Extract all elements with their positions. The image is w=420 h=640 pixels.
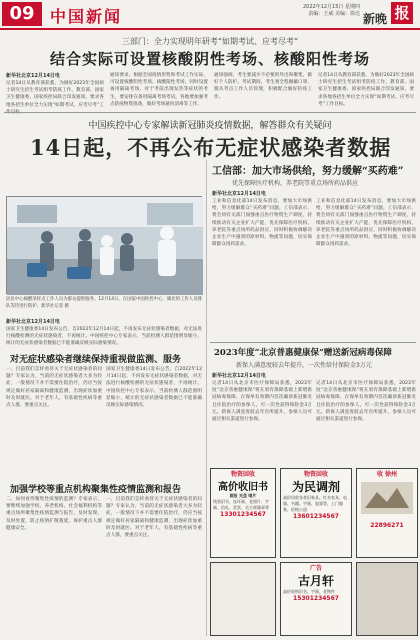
article4-byline: 新华社北京12月14日电	[212, 373, 266, 379]
article2-subhead1: 对无症状感染者继续保持重视做监测、服务	[10, 355, 182, 365]
ad-blank-left	[210, 562, 276, 636]
ad-title: 物资回收	[303, 471, 328, 478]
article2-sub1-col2: 国家卫生健康委14日发布公告，自2022年12月14日起，不再发布无症状感染者数据，对无法进行核酸检测的无症状感染者，不再统计。中国疾控中心专家表示，当前检测人群范围明显缩小，统计的无症状感染者数据已不能准确反映实际感染情况。	[106, 367, 202, 409]
article4-deck: 新保人满意度较去年提升，一次性给付保险金3万元	[236, 362, 372, 369]
ad-body: 高价回收各类旧家具、红木家具、电器、书籍、字画、瓷器等，上门服务，价格公道	[283, 495, 347, 512]
ad-book-recycling	[210, 468, 276, 558]
divider	[4, 112, 416, 113]
ad-image	[357, 478, 417, 518]
ad-phone: 13601234567	[293, 513, 339, 520]
section-title: 中国新闻	[50, 7, 123, 26]
ad-guyuexuan	[280, 562, 352, 636]
brand-logo	[363, 2, 417, 26]
article3-headline: 工信部：加大市场供给，努力缓解“买药难”	[212, 166, 404, 177]
article1-col4: 记者14日从教育部获悉，为做好2023年全国硕士研究生招生考试组考防疫工作，教育部、国家卫生健康委、国家疾控局联合印发通知，要求各地各招生单位全力实现“如期考试、应考尽考”工作目标。	[318, 73, 414, 107]
column-divider	[206, 160, 207, 636]
article3-col1: 工业和信息化部14日发布消息，要加大市场供给，努力缓解群众“买药难”问题。工信部表示，将会同有关部门加强重点医疗物资生产调度，持续推动有关企业扩大产能，优先保障医疗机构、养老院等重点场所药品供应，同时积极协调解决企业生产中遇到的原材料、物流等问题，切实保障群众用药需求。	[212, 199, 312, 248]
ad-furniture-recycling	[280, 468, 352, 558]
photo-illustration	[7, 197, 203, 295]
ad-phone: 22896271	[370, 522, 404, 529]
article1-col1: 记者14日从教育部获悉，为做好2023年全国硕士研究生招生考试组考防疫工作，教育部、国家卫生健康委、国家疾控局联合印发通知，要求各地各招生单位全力实现“如期考试、应考尽考”工	[6, 81, 104, 108]
classified-ads	[210, 468, 418, 638]
ad-heading: 为民调剂	[291, 480, 340, 494]
article2-lead: 国家卫生健康委14日发布公告，自2022年12月14日起，不再发布无症状感染者数据，对无法进行核酸检测的无症状感染者，不再统计。中国疾控中心专家表示，当前检测人群范围明显缩小，统计的无症状感染者数据已不能准确反映实际感染情况。	[6, 327, 202, 347]
news-photo	[6, 196, 202, 294]
editor-line: 责编：王威 美编：徐达	[308, 11, 360, 17]
ad-body: 高价收购旧书、字画、老物件	[283, 589, 335, 594]
ad-xuzhou	[356, 468, 418, 558]
ad-heading: 古月轩	[297, 574, 334, 588]
article2-headline: 14日起，不再公布无症状感染者数据	[30, 135, 392, 160]
article1-kicker: 三部门：全力实现明年研考“如期考试、应考尽考”	[121, 37, 299, 46]
article2-kicker: 中国疾控中心专家解读新冠肺炎疫情数据，解答群众有关疑问	[88, 121, 332, 131]
date-line: 2022年12月15日 星期四	[302, 4, 360, 10]
ad-subheading: 画报 光盘 唱片	[229, 493, 257, 498]
page-number: 09	[2, 2, 42, 26]
article1-headline: 结合实际可设置核酸阴性考场、核酸阳性考场	[49, 50, 370, 68]
ad-body: 线装旧书、连环画、老照片、字画、信札、奖状、毛主席像章等	[213, 499, 269, 510]
article2-byline: 新华社北京12月14日电	[6, 319, 60, 325]
article2-sub2-col1: 二、如何看待聚集性疫情的监测？专家表示，要继续加强学校、养老机构、社会福利机构等重点场所聚集性疫情监测与报告，及时发现、及时处置，防止疫情扩散蔓延，保护重点人群健康安全。	[6, 497, 102, 531]
ad-phone: 13301234567	[220, 511, 266, 518]
masthead	[0, 0, 420, 30]
article3-col2: 工业和信息化部14日发布消息，要加大市场供给，努力缓解群众“买药难”问题。工信部表示，将会同有关部门加强重点医疗物资生产调度，持续推动有关企业扩大产能，优先保障医疗机构、养老院等重点场所药品供应，同时积极协调解决企业生产中遇到的原材料、物流等问题，切实保障群众用药需求。	[316, 199, 416, 248]
article3-deck: 优先保障医疗机构、养老院等重点场所药品供应	[232, 180, 359, 187]
ad-title: 物资回收	[230, 471, 255, 478]
date-block	[300, 4, 360, 18]
ad-title: 收 徐州	[376, 471, 398, 478]
article2-subhead2: 加强学校等重点机构聚集性疫情监测和报告	[10, 485, 182, 495]
article2-sub2-col2: 一、目前我们怎样看待关于无症状感染者的问题？专家认为，当前的无症状感染者大多为轻症，一般情况下并不需要住院治疗，仍应当按规定做好居家隔离和健康监测，出现症状加重时及时就医。对于老年人、有基础性疾病等重点人群，要重点关注。	[106, 497, 202, 539]
article1-col3: 通知强调，考生要减少不必要的外出和聚集，做好个人防护。考试期间，考生须全程佩戴口罩，服从考点工作人员管理，积极配合做好防疫工作。	[214, 73, 312, 100]
brand-seal: 报	[391, 2, 413, 24]
ad-blank-right	[356, 562, 418, 636]
article4-col2: 记者14日从北京市医疗保障局获悉，2023年度“北京普惠健康保”将在原有保障基础上新增新冠病毒保障，在保单有效期内首次确诊新冠肺炎且住院治疗的参保人，可一次性获得保险金3万元。新保人满意度较去年有所提升，参保人员可通过相关渠道进行参保。	[316, 381, 416, 423]
article1-byline: 新华社北京12月14日电	[6, 73, 60, 79]
article2-sub1-col1: 一、目前我们怎样看待关于无症状感染者的问题？专家认为，当前的无症状感染者大多为轻症，一般情况下并不需要住院治疗，仍应当按规定做好居家隔离和健康监测，出现症状加重时及时就医。对于老年人、有基础性疾病等重点人群，要重点关注。	[6, 367, 102, 409]
article1-col2: 通知要求，根据全国疫情形势和考试工作实际，可设置核酸阴性考场、核酸阳性考场，同时设置备用隔离考场。对于考前出现发热等症状的考生，要安排在备用隔离考场考试。各地要加强考点防疫物资准备，做好考场通风消毒等工作。	[110, 73, 208, 107]
article3-byline: 新华社北京12月14日电	[212, 191, 266, 197]
ad-heading: 高价收旧书	[218, 482, 268, 493]
article4-col1: 记者14日从北京市医疗保障局获悉，2023年度“北京普惠健康保”将在原有保障基础上新增新冠病毒保障，在保单有效期内首次确诊新冠肺炎且住院治疗的参保人，可一次性获得保险金3万元。新保人满意度较去年有所提升，参保人员可通过相关渠道进行参保。	[212, 381, 312, 423]
photo-caption: 居民中心核酸采样点工作人员为群众提供服务。12月14日，在国家中国疾控中心，湖北的工作人员排队等待进行防护。新华社记者 摄	[6, 297, 202, 310]
ad-phone: 15301234567	[293, 595, 339, 602]
brand-text: 新晚	[363, 12, 388, 26]
divider	[210, 342, 416, 343]
article4-headline: 2023年度“北京普惠健康保”赠送新冠病毒保障	[214, 348, 392, 358]
ad-title: 广告	[309, 565, 322, 572]
